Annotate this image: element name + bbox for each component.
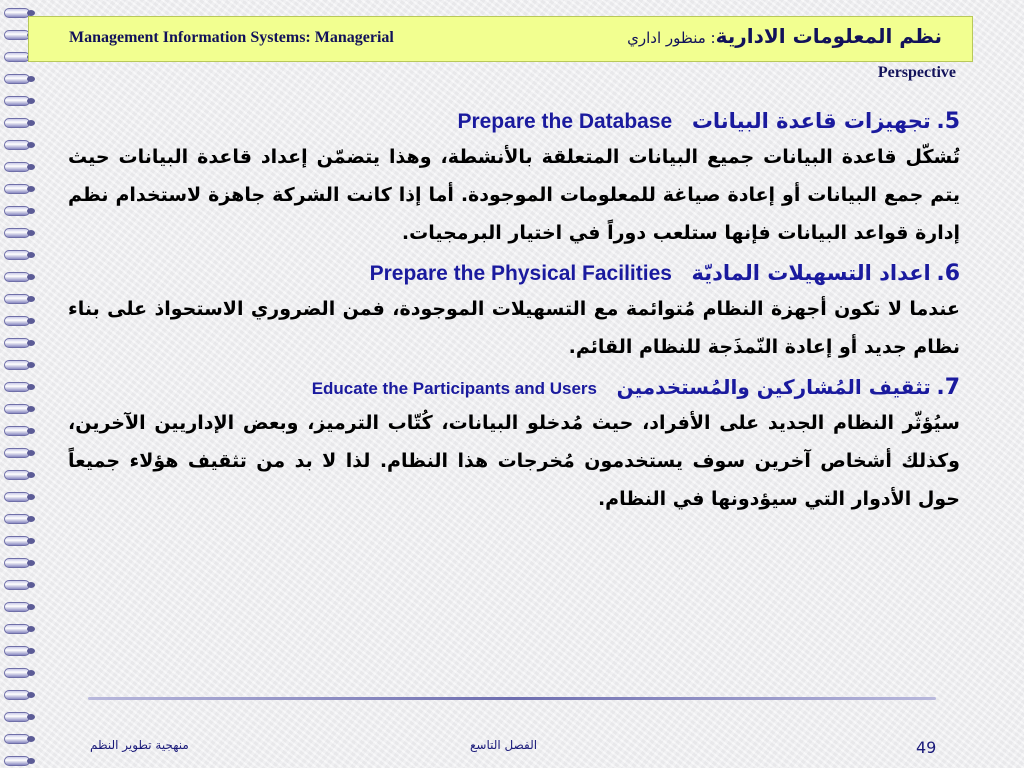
binding-ring: [4, 580, 30, 590]
section-heading: [68, 256, 960, 290]
section-heading-arabic: تجهيزات قاعدة البيانات: [691, 109, 931, 133]
binding-ring: [4, 624, 30, 634]
section-number: 7.: [936, 375, 960, 400]
binding-ring: [4, 184, 30, 194]
binding-ring: [4, 52, 30, 62]
binding-ring: [4, 140, 30, 150]
binding-ring: [4, 228, 30, 238]
binding-ring: [4, 602, 30, 612]
binding-ring: [4, 118, 30, 128]
title-arabic: [627, 24, 942, 48]
binding-ring: [4, 338, 30, 348]
title-arabic-main: نظم المعلومات الادارية: [715, 24, 942, 48]
section-heading-arabic: تثقيف المُشاركين والمُستخدمين: [616, 375, 931, 399]
section-heading-english: Educate the Participants and Users: [311, 379, 598, 398]
binding-ring: [4, 734, 30, 744]
binding-ring: [4, 404, 30, 414]
footer-chapter: الفصل التاسع: [470, 738, 538, 752]
spiral-binding: [0, 0, 34, 768]
binding-ring: [4, 558, 30, 568]
binding-ring: [4, 756, 30, 766]
binding-ring: [4, 316, 30, 326]
binding-ring: [4, 272, 30, 282]
section-educate-users: [68, 370, 960, 518]
binding-ring: [4, 74, 30, 84]
section-heading-english: Prepare the Database: [457, 110, 673, 133]
binding-ring: [4, 206, 30, 216]
section-number: 6.: [936, 261, 960, 286]
title-arabic-sub: : منظور اداري: [627, 29, 716, 47]
binding-ring: [4, 162, 30, 172]
binding-ring: [4, 448, 30, 458]
slide-content: [68, 104, 960, 522]
footer-course-title: منهجية تطوير النظم: [90, 738, 189, 752]
binding-ring: [4, 294, 30, 304]
binding-ring: [4, 360, 30, 370]
binding-ring: [4, 250, 30, 260]
binding-ring: [4, 30, 30, 40]
binding-ring: [4, 8, 30, 18]
binding-ring: [4, 690, 30, 700]
section-prepare-database: [68, 104, 960, 252]
section-heading: [68, 370, 960, 404]
section-body: عندما لا تكون أجهزة النظام مُتوائمة مع التسهيلات الموجودة، فمن الضروري الاستحواذ على بناء نظام جديد أو إعادة النّمذَجة للنظام القائم.: [68, 298, 960, 358]
section-number: 5.: [936, 109, 960, 134]
binding-ring: [4, 712, 30, 722]
binding-ring: [4, 514, 30, 524]
binding-ring: [4, 96, 30, 106]
binding-ring: [4, 470, 30, 480]
binding-ring: [4, 382, 30, 392]
page-number: 49: [916, 738, 937, 757]
title-english-line2: Perspective: [877, 64, 956, 81]
section-body: سيُؤثّر النظام الجديد على الأفراد، حيث مُدخلو البيانات، كُتّاب الترميز، وبعض الإداريين الآخرين، وكذلك أشخاص آخرين سوف يستخدمون مُخرجات هذا النظام. لذا لا بد من تثقيف هؤلاء جميعاً حول الأدوار التي سيؤدونها في النظام.: [68, 412, 960, 510]
binding-ring: [4, 492, 30, 502]
title-english-line1: Management Information Systems: Managerial: [69, 29, 394, 46]
section-heading-english: Prepare the Physical Facilities: [369, 262, 672, 285]
binding-ring: [4, 646, 30, 656]
section-heading: [68, 104, 960, 138]
binding-ring: [4, 426, 30, 436]
section-physical-facilities: [68, 256, 960, 366]
footer-divider: [88, 697, 936, 700]
binding-ring: [4, 668, 30, 678]
binding-ring: [4, 536, 30, 546]
section-heading-arabic: اعداد التسهيلات الماديّة: [691, 261, 931, 285]
section-body: تُشكّل قاعدة البيانات جميع البيانات المتعلقة بالأنشطة، وهذا يتضمّن إعداد قاعدة البيانات حيث يتم جمع البيانات أو إعادة صياغة للمعلومات الموجودة. أما إذا كانت الشركة جاهزة لاستخدام نظم إدارة قواعد البيانات فإنها ستلعب دوراً في اختيار البرمجيات.: [68, 146, 960, 244]
title-bar: [28, 16, 973, 62]
